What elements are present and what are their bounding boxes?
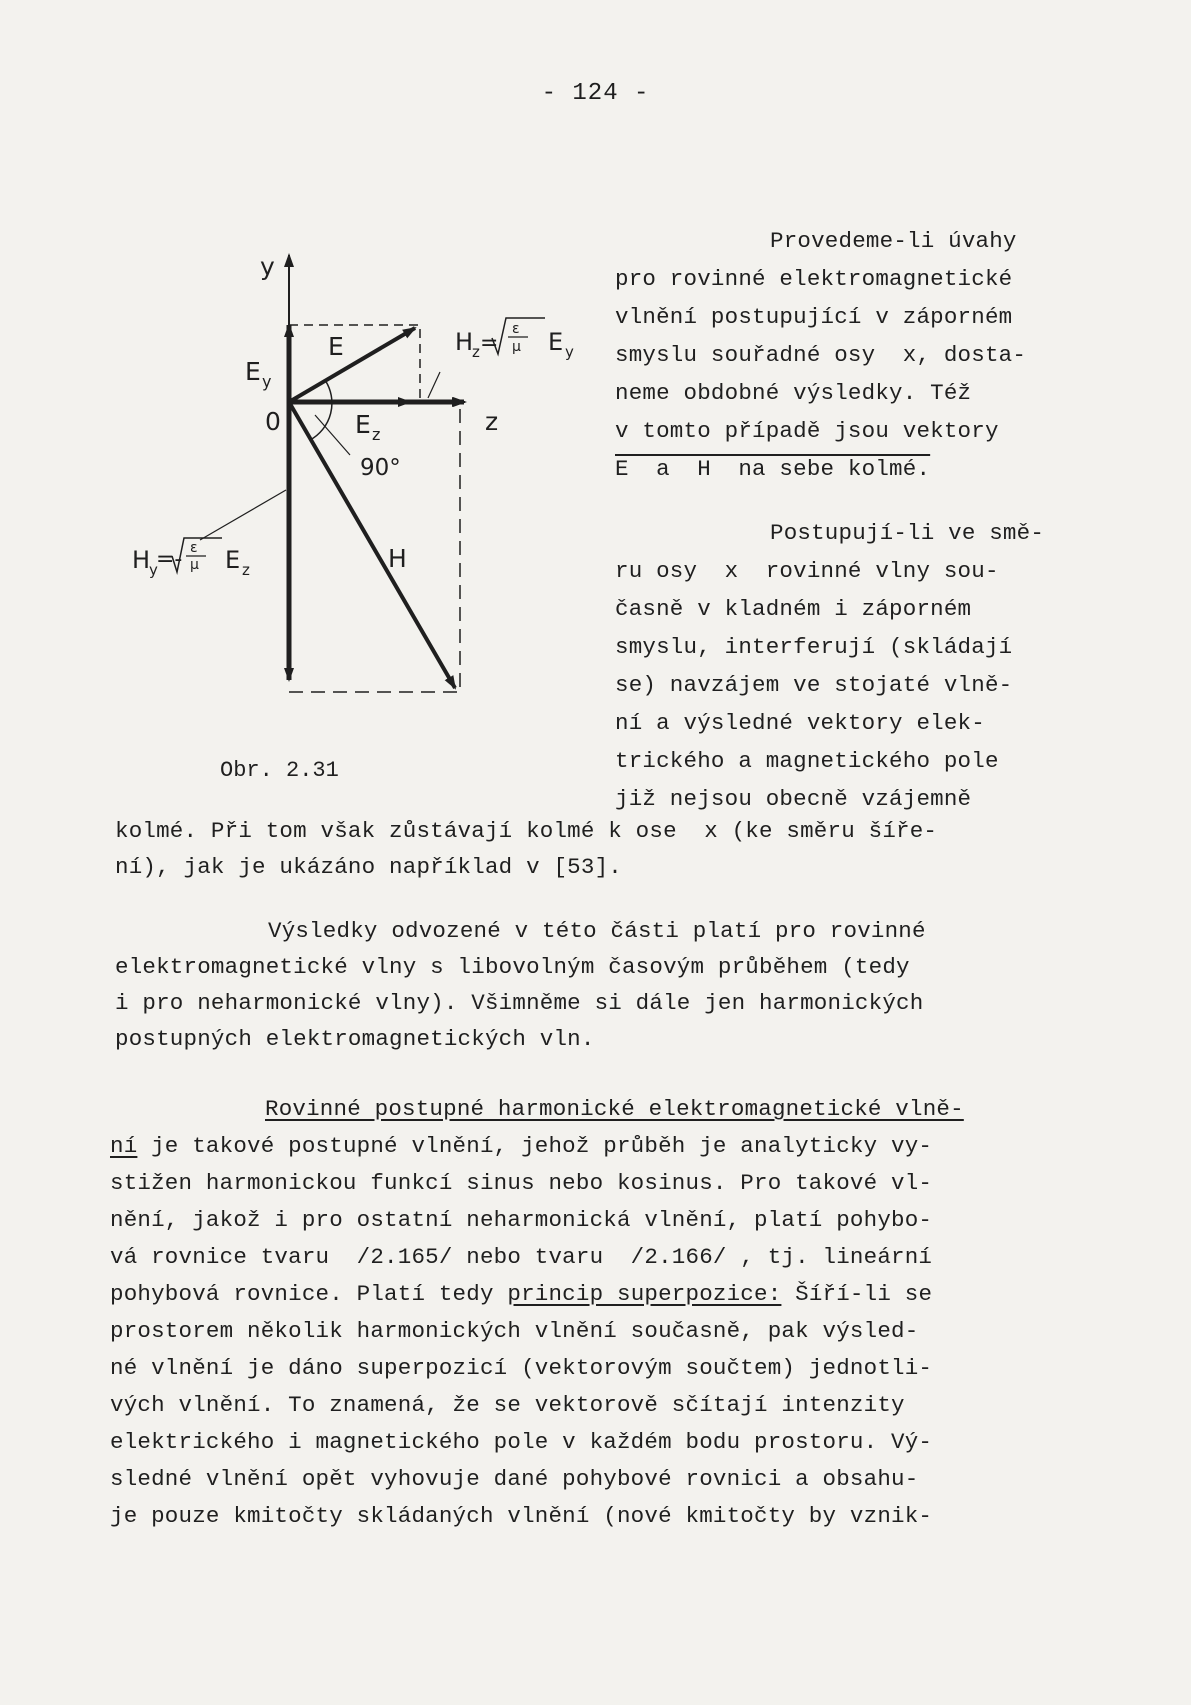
text-line: smyslu, interferují (skládají xyxy=(615,634,1013,660)
text-line: elektromagnetické vlny s libovolným časovým průběhem (tedy xyxy=(115,954,910,980)
h-label: H xyxy=(388,544,407,573)
text-line: trického a magnetického pole xyxy=(615,748,999,774)
z-axis-label: z xyxy=(485,407,499,436)
ez-sub: z xyxy=(372,425,381,444)
svg-text:=: = xyxy=(480,331,499,356)
e-label: E xyxy=(328,332,344,361)
text-line: elektrického i magnetického pole v každém bodu prostoru. Vý- xyxy=(110,1429,933,1455)
angle-leader xyxy=(315,415,350,455)
text-line: pro rovinné elektromagnetické xyxy=(615,266,1013,292)
svg-text:H: H xyxy=(455,328,474,356)
text-line: vých vlnění. To znamená, že se vektorově sčítají intenzity xyxy=(110,1392,905,1418)
svg-text:E: E xyxy=(548,328,564,356)
svg-text:ε: ε xyxy=(190,540,198,556)
hz-formula xyxy=(455,318,574,361)
text-line: Postupují-li ve smě- xyxy=(770,520,1045,546)
figure-caption: Obr. 2.31 xyxy=(220,758,339,783)
text-line: ní a výsledné vektory elek- xyxy=(615,710,985,736)
text-line: Výsledky odvozené v této části platí pro rovinné xyxy=(268,918,926,944)
text-line: vá rovnice tvaru /2.165/ nebo tvaru /2.166/ , tj. lineární xyxy=(110,1244,933,1270)
text-line-vectors: E a H na sebe kolmé. xyxy=(615,456,931,482)
svg-text:μ: μ xyxy=(190,557,199,573)
text-line: smyslu souřadné osy x, dosta- xyxy=(615,342,1027,368)
svg-text:y: y xyxy=(565,343,574,361)
hy-formula xyxy=(132,538,250,579)
text-line: ní), jak je ukázáno například v [53]. xyxy=(115,854,622,880)
svg-text:H: H xyxy=(132,546,151,574)
ey-label: E xyxy=(245,357,261,386)
text-line: v tomto případě jsou vektory xyxy=(615,418,999,444)
text-line: časně v kladném i záporném xyxy=(615,596,972,622)
svg-text:z: z xyxy=(472,343,480,361)
text-line: neme obdobné výsledky. Též xyxy=(615,380,972,406)
svg-text:ε: ε xyxy=(512,321,520,337)
svg-text:z: z xyxy=(242,561,250,579)
text-line: sledné vlnění opět vyhovuje dané pohybové rovnici a obsahu- xyxy=(110,1466,919,1492)
text-line: Provedeme-li úvahy xyxy=(770,228,1017,254)
e-vector xyxy=(289,328,415,402)
text-line: prostorem několik harmonických vlnění současně, pak výsled- xyxy=(110,1318,919,1344)
text-line: né vlnění je dáno superpozicí (vektorovým součtem) jednotli- xyxy=(110,1355,933,1381)
text-line: se) navzájem ve stojaté vlně- xyxy=(615,672,1013,698)
svg-text:y: y xyxy=(149,561,158,579)
text-line: již nejsou obecně vzájemně xyxy=(615,786,972,812)
text-line: pohybová rovnice. Platí tedy princip superpozice: Šíří-li se xyxy=(110,1281,933,1307)
text-line: ru osy x rovinné vlny sou- xyxy=(615,558,999,584)
text-line: postupných elektromagnetických vln. xyxy=(115,1026,595,1052)
text-line: vlnění postupující v záporném xyxy=(615,304,1013,330)
ey-sub: y xyxy=(262,372,272,391)
ez-label: E xyxy=(355,410,371,439)
hz-leader xyxy=(428,372,440,398)
text-line: je pouze kmitočty skládaných vlnění (nové kmitočty by vznik- xyxy=(110,1503,933,1529)
origin-label: 0 xyxy=(265,407,281,436)
text-line: kolmé. Při tom však zůstávají kolmé k ose x (ke směru šíře- xyxy=(115,818,938,844)
svg-text:E: E xyxy=(225,546,241,574)
text-line: stižen harmonickou funkcí sinus nebo kosinus. Pro takové vl- xyxy=(110,1170,933,1196)
y-axis-label: y xyxy=(260,252,275,281)
hy-leader xyxy=(200,490,286,540)
text-line: i pro neharmonické vlny). Všimněme si dále jen harmonických xyxy=(115,990,924,1016)
svg-text:=-: =- xyxy=(156,547,183,572)
page-number: - 124 - xyxy=(541,80,650,107)
text-line-definition: Rovinné postupné harmonické elektromagnetické vlně- xyxy=(265,1096,964,1122)
text-line: ní je takové postupné vlnění, jehož průběh je analyticky vy- xyxy=(110,1133,933,1159)
angle-label: 90° xyxy=(360,455,401,481)
text-line: nění, jakož i pro ostatní neharmonická vlnění, platí pohybo- xyxy=(110,1207,933,1233)
h-vector xyxy=(289,402,455,688)
svg-text:μ: μ xyxy=(512,339,521,355)
vector-diagram xyxy=(110,230,590,720)
superposition-term: princip superpozice: xyxy=(507,1281,782,1307)
